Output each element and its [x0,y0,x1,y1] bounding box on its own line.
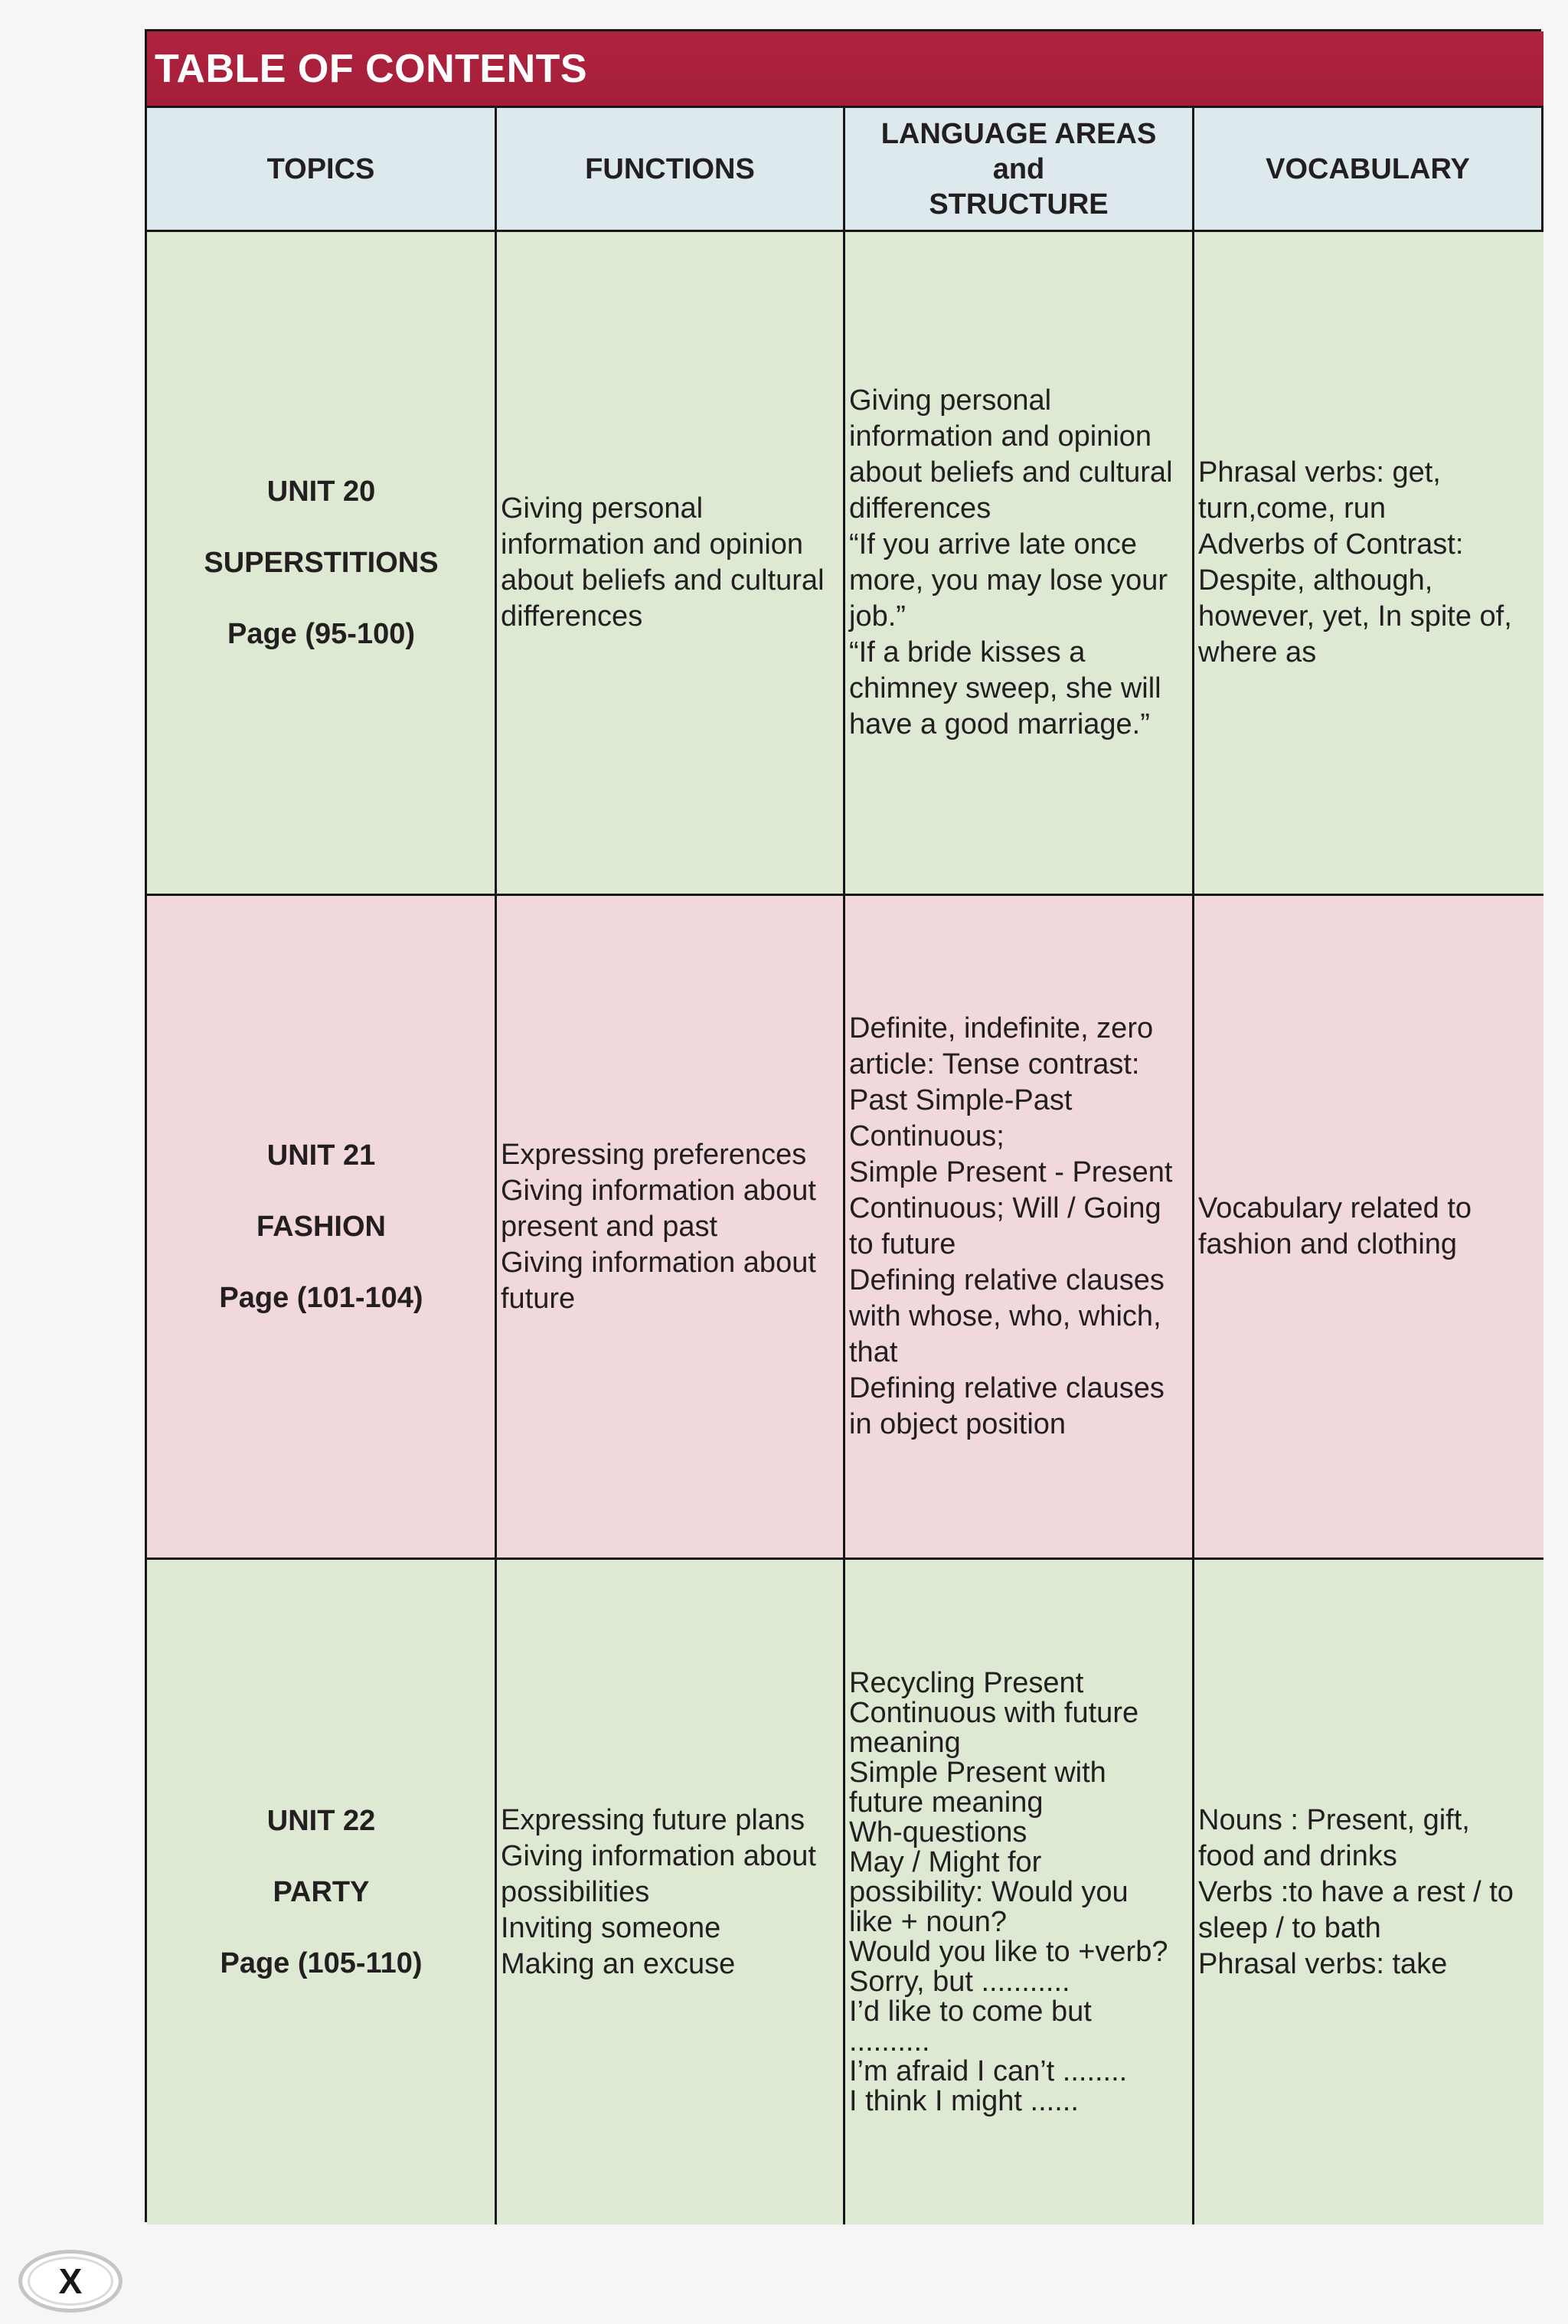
topic-cell-unit-22 [147,1560,497,2224]
language-line: possibility: Would you [849,1875,1129,1908]
language-line: Continuous; Will / Going [849,1192,1161,1224]
language-line: in object position [849,1408,1067,1440]
language-line: chimney sweep, she will [849,672,1161,704]
page-number-badge [18,2250,122,2313]
functions-line: possibilities [501,1875,650,1908]
vocabulary-line: however, yet, In spite of, [1198,600,1512,632]
language-line: differences [849,492,991,525]
functions-line: Giving information about [501,1174,816,1207]
language-cell-unit-21 [845,896,1194,1560]
vocabulary-cell-unit-21 [1194,896,1544,1560]
vocabulary-line: Adverbs of Contrast: [1198,528,1464,561]
functions-line: Giving information about [501,1839,816,1872]
header-language-line: LANGUAGE AREAS [880,117,1157,150]
vocabulary-line: food and drinks [1198,1839,1397,1872]
language-line: information and opinion [849,420,1152,453]
unit-number: UNIT 20 [266,475,376,508]
topic-cell-unit-20 [147,232,497,896]
table-of-contents [145,29,1541,2222]
unit-pages: Page (95-100) [227,617,415,650]
language-line: Continuous with future [849,1696,1139,1729]
language-line: .......... [849,2025,930,2058]
language-cell-unit-20 [845,232,1194,896]
vocabulary-line: sleep / to bath [1198,1911,1381,1944]
functions-line: Giving personal [501,492,704,525]
language-line: like + noun? [849,1905,1007,1938]
vocabulary-cell-unit-22 [1194,1560,1544,2224]
unit-name: PARTY [273,1875,370,1908]
language-line: more, you may lose your [849,564,1168,597]
unit-pages: Page (101-104) [219,1281,423,1314]
language-line: Recycling Present [849,1666,1084,1699]
language-line: “If a bride kisses a [849,636,1086,668]
language-cell-unit-22 [845,1560,1194,2224]
vocabulary-line: Verbs :to have a rest / to [1198,1875,1514,1908]
unit-name: SUPERSTITIONS [204,546,439,579]
functions-line: Inviting someone [501,1911,721,1944]
header-language-line: and [992,152,1045,185]
language-line: job.” [849,600,906,632]
functions-line: Expressing preferences [501,1138,807,1171]
vocabulary-line: Phrasal verbs: take [1198,1947,1448,1980]
language-line: I’d like to come but [849,1995,1092,2028]
header-language-areas [845,108,1194,232]
vocabulary-line: Vocabulary related to [1198,1192,1472,1224]
page-number: X [28,2257,113,2306]
language-line: Past Simple-Past [849,1084,1073,1116]
table-title: TABLE OF CONTENTS [147,31,1544,108]
language-line: Continuous; [849,1120,1004,1152]
functions-line: Giving information about [501,1246,816,1279]
language-line: Defining relative clauses [849,1264,1165,1296]
functions-cell-unit-20 [497,232,845,896]
header-vocabulary: VOCABULARY [1194,108,1544,232]
vocabulary-line: Phrasal verbs: get, [1198,456,1441,489]
language-line: May / Might for [849,1845,1042,1878]
header-topics: TOPICS [147,108,497,232]
language-line: meaning [849,1726,961,1759]
vocabulary-line: Despite, although, [1198,564,1433,597]
functions-line: about beliefs and cultural [501,564,825,597]
language-line: that [849,1336,898,1368]
header-functions: FUNCTIONS [497,108,845,232]
language-line: about beliefs and cultural [849,456,1173,489]
unit-number: UNIT 22 [266,1804,376,1837]
functions-line: information and opinion [501,528,804,561]
unit-pages: Page (105-110) [220,1946,423,1979]
language-line: Definite, indefinite, zero [849,1012,1154,1044]
vocabulary-line: fashion and clothing [1198,1228,1458,1260]
topic-cell-unit-21 [147,896,497,1560]
functions-line: Making an excuse [501,1947,736,1980]
language-line: have a good marriage.” [849,708,1150,740]
vocabulary-cell-unit-20 [1194,232,1544,896]
functions-line: differences [501,600,643,632]
language-line: with whose, who, which, [849,1300,1161,1332]
functions-line: Expressing future plans [501,1803,805,1836]
functions-line: present and past [501,1210,718,1243]
language-line: “If you arrive late once [849,528,1137,561]
functions-line: future [501,1282,576,1315]
language-line: Sorry, but ........... [849,1965,1070,1998]
language-line: Wh-questions [849,1816,1027,1848]
functions-cell-unit-21 [497,896,845,1560]
functions-cell-unit-22 [497,1560,845,2224]
unit-name: FASHION [256,1210,386,1243]
unit-number: UNIT 21 [266,1139,376,1172]
vocabulary-line: where as [1198,636,1317,668]
language-line: I think I might ...... [849,2084,1079,2117]
language-line: I’m afraid I can’t ........ [849,2054,1128,2087]
language-line: article: Tense contrast: [849,1048,1140,1080]
language-line: Giving personal [849,384,1052,417]
language-line: Simple Present with [849,1756,1106,1789]
language-line: Defining relative clauses [849,1372,1165,1404]
language-line: to future [849,1228,956,1260]
vocabulary-line: Nouns : Present, gift, [1198,1803,1470,1836]
header-language-line: STRUCTURE [929,188,1109,221]
language-line: Would you like to +verb? [849,1935,1168,1968]
vocabulary-line: turn,come, run [1198,492,1386,525]
language-line: future meaning [849,1786,1044,1819]
language-line: Simple Present - Present [849,1156,1173,1188]
